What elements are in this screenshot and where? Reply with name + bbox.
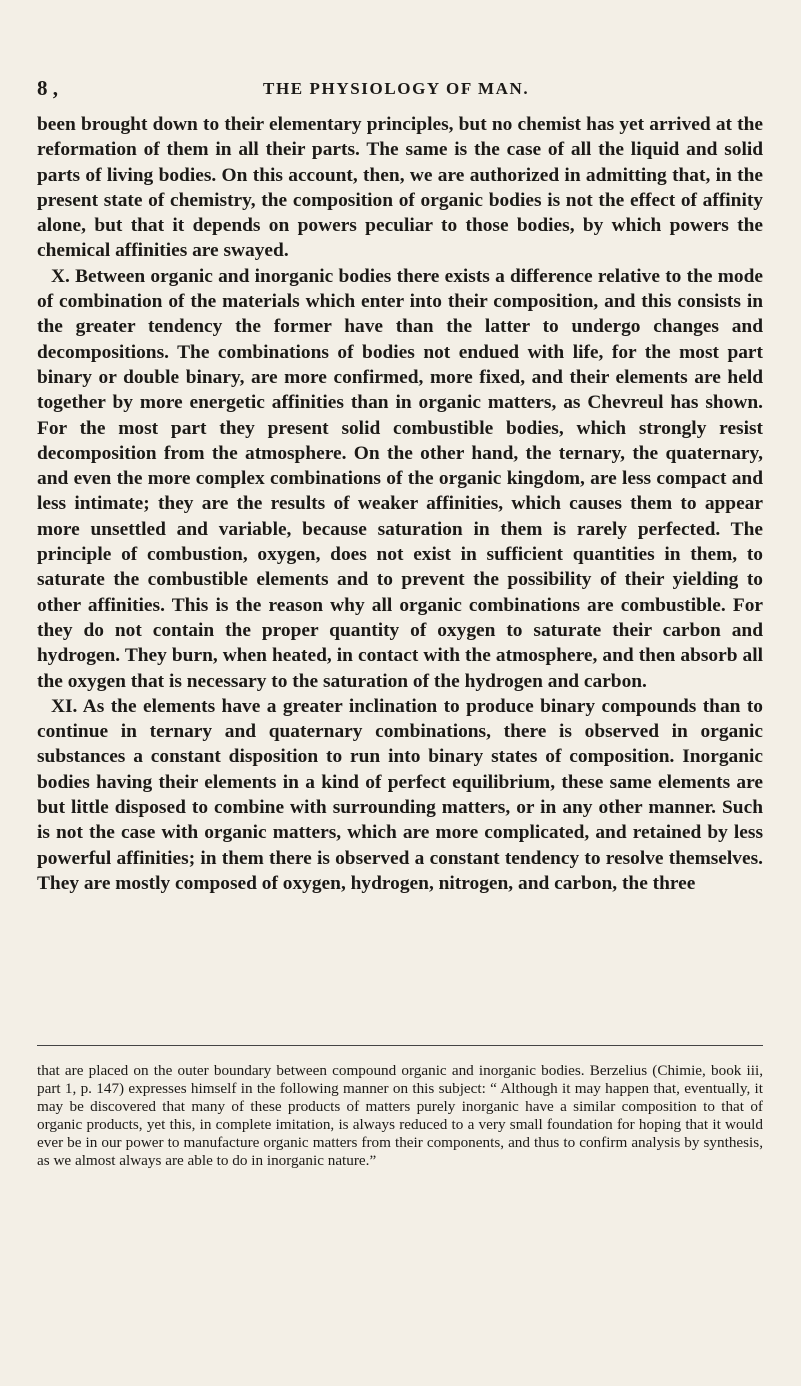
paragraph-continued: been brought down to their elementary principles, but no chemist has yet arrived at the reformation of them in all their parts. The same is the case of all the liquid and solid parts of living bodies. On this account, then, we are authorized in admitting that, in the present state of chemistry, the composition of organic bodies is not the effect of affinity alone, but that it depends on powers peculiar to those bodies, by which powers the chemical affinities are swayed.: [37, 114, 763, 262]
paragraph-section-xi: XI. As the elements have a greater inclination to produce binary compounds than to continue in ternary and quaternary combinations, there is observed in organic substances a constant disposition to run into binary states of composition. Inorganic bodies having their elements in a kind of perfect equilibrium, these same elements are but little disposed to combine with surrounding matters, or in any other manner. Such is not the case with organic matters, which are more complicated, and retained by less powerful affinities; in them there is observed a constant tendency to resolve themselves. They are mostly composed of oxygen, hydrogen, nitrogen, and carbon, the three: [37, 695, 763, 894]
running-head: [37, 76, 763, 102]
footnote-text: that are placed on the outer boundary between compound organic and inorganic bodies. Berzelius (Chimie, book iii, part 1, p. 147) expresses himself in the following manner on this subject: “ Although it may happen that, eventually, it may be discovered that many of these products of matters purely inorganic have a similar composition to that of organic products, yet this, in complete imitation, is always reduced to a very small foundation for hoping that it would ever be in our power to manufacture organic matters from their components, and thus to confirm analysis by synthesis, as we almost always are able to do in inorganic nature.”: [37, 1062, 763, 1169]
running-title: THE PHYSIOLOGY OF MAN.: [263, 79, 530, 98]
footnote-divider: [37, 1045, 763, 1046]
main-text: [37, 112, 763, 896]
footnote: [37, 1062, 763, 1169]
page-number: 8 ,: [37, 76, 58, 100]
paragraph-section-x: X. Between organic and inorganic bodies there exists a difference relative to the mode of combination of the materials which enter into their composition, and this consists in the greater tendency the former have than the latter to undergo changes and decompositions. The combinations of bodies not endued with life, for the most part binary or double binary, are more confirmed, more fixed, and their elements are held together by more energetic affinities than in organic matters, as Chevreul has shown. For the most part they present solid combustible bodies, which strongly resist decomposition from the atmosphere. On the other hand, the ternary, the quaternary, and even the more complex combinations of the organic kingdom, are less compact and less intimate; they are the results of weaker affinities, which causes them to appear more unsettled and variable, because saturation in them is rarely perfected. The principle of combustion, oxygen, does not exist in sufficient quantities in them, to saturate the combustible elements and to prevent the possibility of their yielding to other affinities. This is the reason why all organic combinations are combustible. For they do not contain the proper quantity of oxygen to saturate their carbon and hydrogen. They burn, when heated, in contact with the atmosphere, and then absorb all the oxygen that is necessary to the saturation of the hydrogen and carbon.: [37, 265, 763, 692]
